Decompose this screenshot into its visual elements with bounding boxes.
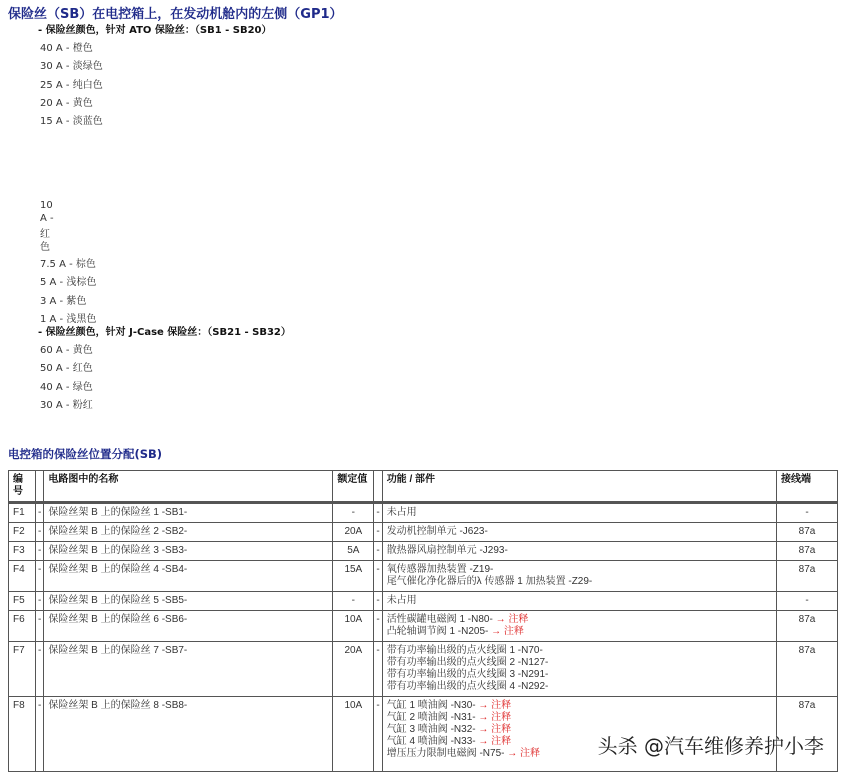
table-row (9, 611, 838, 642)
fuse-number: F2 (9, 523, 36, 542)
col-rating: 额定值 (333, 471, 374, 503)
function-cell (382, 561, 776, 592)
fuse-number: F3 (9, 542, 36, 561)
color-item: 5 A - 浅棕色 (40, 277, 97, 289)
function-line (387, 526, 772, 538)
note-link[interactable]: → 注释 (478, 712, 512, 723)
note-link[interactable]: → 注释 (478, 700, 512, 711)
table-row (9, 642, 838, 697)
dash-cell: - (36, 697, 44, 772)
section-title: 电控箱的保险丝位置分配(SB) (8, 447, 163, 461)
dash-cell: - (36, 642, 44, 697)
fuse-number: F1 (9, 503, 36, 523)
function-text: 发动机控制单元 -J623- (386, 526, 488, 537)
table-row (9, 523, 838, 542)
color-item: 25 A - 纯白色 (40, 79, 103, 91)
rating: 5A (333, 542, 374, 561)
function-text: 尾气催化净化器后的λ 传感器 1 加热装置 -Z29- (386, 576, 593, 587)
rating: - (333, 503, 374, 523)
circuit-name: 保险丝架 B 上的保险丝 5 -SB5- (44, 592, 333, 611)
col-terminal: 接线端 (777, 471, 838, 503)
function-line (387, 614, 772, 626)
dash-cell: - (36, 592, 44, 611)
dash-cell: - (374, 697, 382, 772)
terminal: - (777, 592, 838, 611)
circuit-name: 保险丝架 B 上的保险丝 7 -SB7- (44, 642, 333, 697)
function-line (387, 545, 772, 557)
dash-cell: - (36, 611, 44, 642)
col-name: 电路图中的名称 (44, 471, 333, 503)
circuit-name: 保险丝架 B 上的保险丝 6 -SB6- (44, 611, 333, 642)
color-item: 40 A - 绿色 (40, 381, 93, 393)
note-link[interactable]: → 注释 (491, 626, 524, 637)
function-text: 增压压力限制电磁阀 -N75- (386, 748, 505, 759)
fuse-number: F7 (9, 642, 36, 697)
circuit-name: 保险丝架 B 上的保险丝 2 -SB2- (44, 523, 333, 542)
function-line (387, 576, 772, 588)
function-text: 气缸 2 喷油阀 -N31- (386, 712, 476, 723)
fuse-number: F8 (9, 697, 36, 772)
terminal: 87a (777, 642, 838, 697)
function-line (387, 681, 772, 693)
function-line (387, 669, 772, 681)
dash-cell: - (374, 542, 382, 561)
terminal: 87a (777, 542, 838, 561)
function-text: 带有功率输出级的点火线圈 4 -N292- (386, 681, 549, 692)
dash-cell: - (374, 561, 382, 592)
function-line (387, 712, 772, 724)
color-item: 40 A - 橙色 (40, 43, 93, 54)
function-cell (382, 542, 776, 561)
col-function: 功能 / 部件 (382, 471, 776, 503)
rating: 10A (333, 611, 374, 642)
function-text: 气缸 3 喷油阀 -N32- (386, 724, 476, 735)
function-text: 气缸 1 喷油阀 -N30- (386, 700, 476, 711)
circuit-name: 保险丝架 B 上的保险丝 3 -SB3- (44, 542, 333, 561)
function-line (387, 700, 772, 712)
circuit-name: 保险丝架 B 上的保险丝 1 -SB1- (44, 503, 333, 523)
terminal: - (777, 503, 838, 523)
fuse-number: F6 (9, 611, 36, 642)
color-item: 60 A - 黄色 (40, 345, 93, 356)
circuit-name: 保险丝架 B 上的保险丝 4 -SB4- (44, 561, 333, 592)
note-link[interactable]: → 注释 (478, 736, 512, 747)
function-line (387, 626, 772, 638)
circuit-name: 保险丝架 B 上的保险丝 8 -SB8- (44, 697, 333, 772)
color-item: 30 A - 淡绿色 (40, 61, 103, 73)
dash-cell: - (36, 503, 44, 523)
dash-cell: - (374, 592, 382, 611)
page-title: 保险丝（SB）在电控箱上，在发动机舱内的左侧（GP1） (8, 7, 343, 22)
dash-cell: - (374, 523, 382, 542)
function-text: 气缸 4 喷油阀 -N33- (386, 736, 476, 747)
rating: 20A (333, 642, 374, 697)
function-cell (382, 642, 776, 697)
terminal: 87a (777, 561, 838, 592)
fuse-table (8, 470, 838, 772)
color-item-fragment: 红 (40, 229, 50, 240)
function-cell (382, 592, 776, 611)
terminal: 87a (777, 611, 838, 642)
note-link[interactable]: → 注释 (495, 614, 529, 625)
dash-cell: - (36, 542, 44, 561)
function-line (387, 564, 772, 576)
table-row (9, 503, 838, 523)
function-cell (382, 611, 776, 642)
function-text: 氧传感器加热装置 -Z19- (386, 564, 494, 575)
terminal: 87a (777, 697, 838, 772)
rating: - (333, 592, 374, 611)
dash-cell: - (374, 642, 382, 697)
function-text: 活性碳罐电磁阀 1 -N80- (386, 614, 493, 625)
ato-heading: - 保险丝颜色，针对 ATO 保险丝：（SB1 - SB20） (38, 25, 272, 36)
function-text: 散热器风扇控制单元 -J293- (386, 545, 508, 556)
color-item: 7.5 A - 棕色 (40, 259, 96, 270)
function-line (387, 657, 772, 669)
note-link[interactable]: → 注释 (507, 748, 541, 759)
terminal: 87a (777, 523, 838, 542)
rating: 15A (333, 561, 374, 592)
color-item-fragment: 色 (40, 241, 50, 253)
color-item: 20 A - 黄色 (40, 97, 93, 109)
function-line (387, 645, 772, 657)
dash-cell: - (36, 523, 44, 542)
function-text: 未占用 (386, 507, 417, 518)
color-item: 50 A - 红色 (40, 363, 93, 375)
function-text: 未占用 (386, 595, 417, 606)
color-item-fragment: 10 (40, 200, 53, 211)
rating: 10A (333, 697, 374, 772)
table-row (9, 542, 838, 561)
function-cell (382, 503, 776, 523)
function-cell (382, 523, 776, 542)
col-no: 编号 (9, 471, 36, 503)
function-text: 凸轮轴调节阀 1 -N205- (386, 626, 489, 637)
function-line (387, 595, 772, 607)
function-line (387, 507, 772, 519)
dash-cell: - (36, 561, 44, 592)
table-row (9, 592, 838, 611)
watermark: 头杀 @汽车维修养护小李 (597, 734, 824, 758)
color-item-fragment: A - (40, 212, 54, 224)
color-item: 1 A - 浅黑色 (40, 313, 97, 325)
fuse-number: F5 (9, 592, 36, 611)
note-link[interactable]: → 注释 (478, 724, 512, 735)
fuse-number: F4 (9, 561, 36, 592)
color-item: 15 A - 淡蓝色 (40, 116, 103, 128)
dash-cell: - (374, 503, 382, 523)
color-item: 30 A - 粉红 (40, 399, 93, 411)
table-row (9, 561, 838, 592)
function-text: 带有功率输出级的点火线圈 1 -N70- (386, 645, 543, 656)
dash-cell: - (374, 611, 382, 642)
jcase-heading: - 保险丝颜色，针对 J-Case 保险丝：（SB21 - SB32） (38, 327, 291, 338)
rating: 20A (333, 523, 374, 542)
function-text: 带有功率输出级的点火线圈 3 -N291- (386, 669, 549, 680)
function-text: 带有功率输出级的点火线圈 2 -N127- (386, 657, 549, 668)
color-item: 3 A - 紫色 (40, 295, 87, 307)
